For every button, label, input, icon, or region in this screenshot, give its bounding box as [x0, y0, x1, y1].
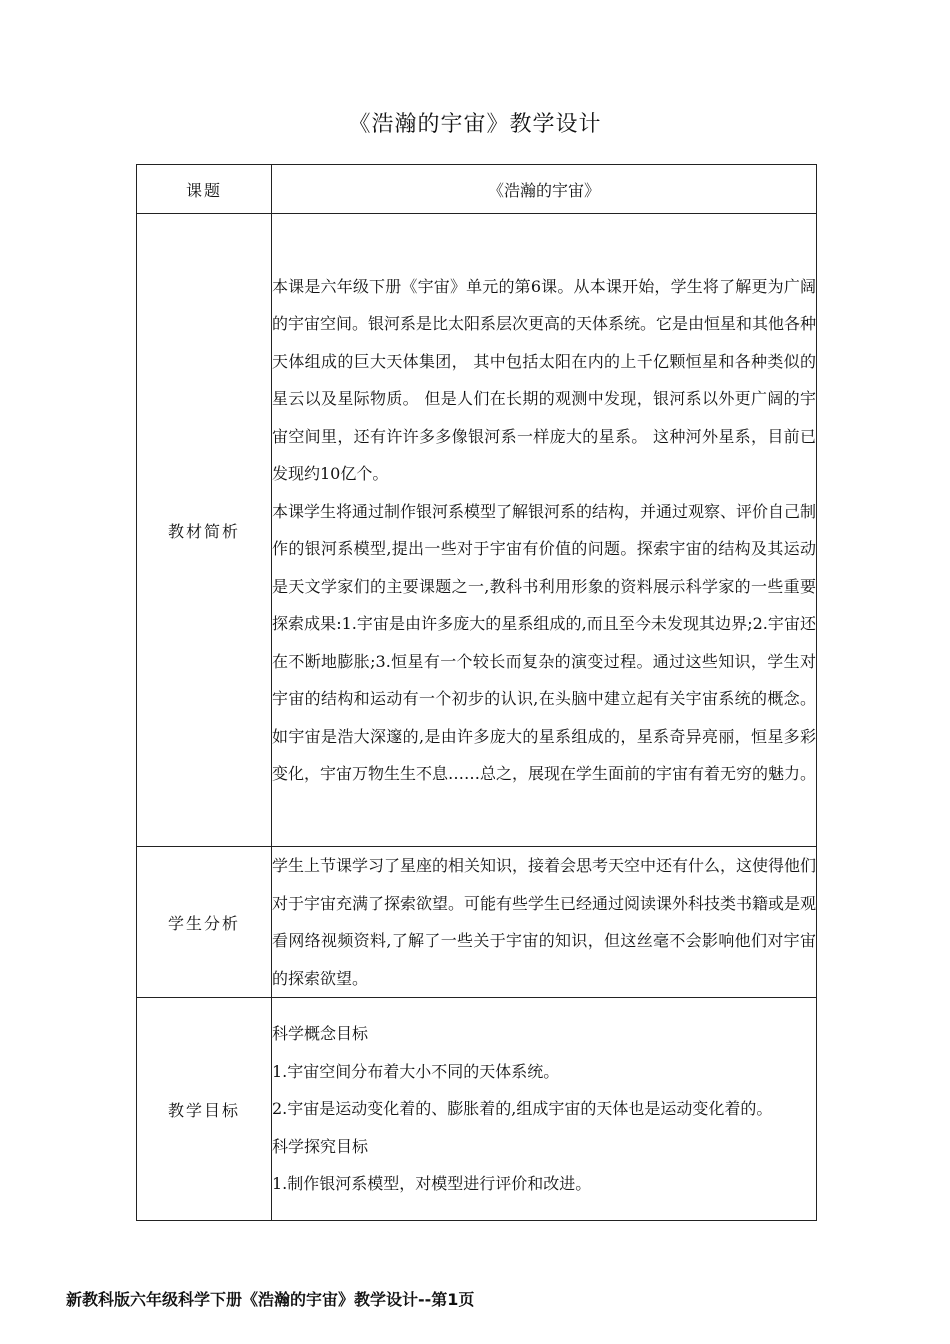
table-row-topic — [137, 165, 817, 214]
lesson-plan-table — [136, 164, 817, 1221]
table-row-teaching-goals — [137, 998, 817, 1221]
goals-heading-concept: 科学概念目标 — [272, 1024, 369, 1044]
goals-item: 1.宇宙空间分布着大小不同的天体系统。 — [272, 1061, 560, 1081]
table-row-student-analysis — [137, 847, 817, 998]
table-row-material-analysis — [137, 214, 817, 847]
topic-label: 课题 — [137, 165, 272, 214]
topic-value: 《浩瀚的宇宙》 — [272, 165, 817, 214]
student-analysis-paragraph: 学生上节课学习了星座的相关知识，接着会思考天空中还有什么，这使得他们对于宇宙充满了探索欲望。可能有些学生已经通过阅读课外科技类书籍或是观看网络视频资料,了解了一些关于宇宙的知识，但这丝毫不会影响他们对宇宙的探索欲望。 — [272, 856, 817, 988]
material-analysis-paragraph-2: 本课学生将通过制作银河系模型了解银河系的结构，并通过观察、评价自己制作的银河系模型,提出一些对于宇宙有价值的问题。探索宇宙的结构及其运动是天文学家们的主要课题之一,教科书利用形象的资料展示科学家的一些重要探索成果:1.宇宙是由许多庞大的星系组成的,而且至今未发现其边界;2.宇宙还在不断地膨胀;3.恒星有一个较长而复杂的演变过程。通过这些知识，学生对宇宙的结构和运动有一个初步的认识,在头脑中建立起有关宇宙系统的概念。如宇宙是浩大深邃的,是由许多庞大的星系组成的，星系奇异亮丽，恒星多彩变化，宇宙万物生生不息……总之，展现在学生面前的宇宙有着无穷的魅力。 — [272, 501, 817, 783]
student-analysis-label: 学生分析 — [137, 847, 272, 998]
goals-item: 2.宇宙是运动变化着的、膨胀着的,组成宇宙的天体也是运动变化着的。 — [272, 1099, 773, 1119]
teaching-goals-content — [272, 998, 817, 1221]
material-analysis-paragraph-1: 本课是六年级下册《宇宙》单元的第6课。从本课开始，学生将了解更为广阔的宇宙空间。银河系是比太阳系层次更高的天体系统。它是由恒星和其他各种天体组成的巨大天体集团， 其中包括太阳在内的上千亿颗恒星和各种类似的星云以及星际物质。 但是人们在长期的观测中发现，银河系以外更广阔的宇宙空间里，还有许许多多像银河系一样庞大的星系。 这种河外星系，目前已发现约10亿个。 — [272, 276, 817, 483]
material-analysis-content — [272, 214, 817, 847]
teaching-goals-label: 教学目标 — [137, 998, 272, 1221]
page-footer: 新教科版六年级科学下册《浩瀚的宇宙》教学设计--第1页 — [66, 1290, 475, 1309]
goals-item: 1.制作银河系模型，对模型进行评价和改进。 — [272, 1174, 592, 1194]
goals-heading-inquiry: 科学探究目标 — [272, 1136, 369, 1156]
student-analysis-content — [272, 847, 817, 998]
material-analysis-label: 教材简析 — [137, 214, 272, 847]
document-title: 《浩瀚的宇宙》教学设计 — [348, 112, 602, 137]
